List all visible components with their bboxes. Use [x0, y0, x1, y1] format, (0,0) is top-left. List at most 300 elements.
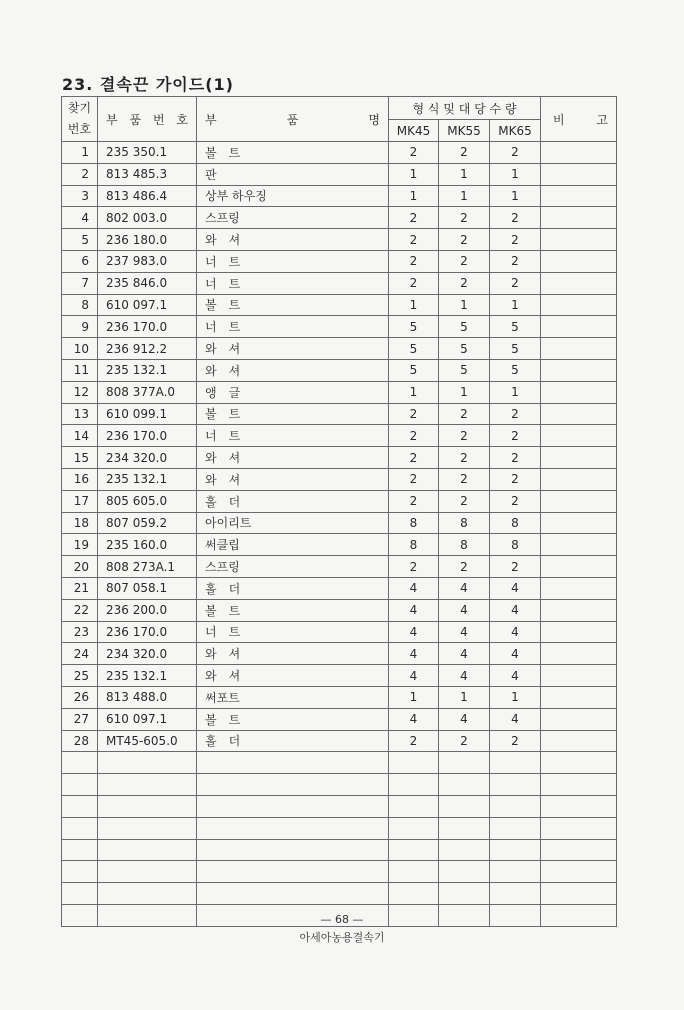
cell-index: 25: [62, 665, 98, 687]
cell-remark: [541, 643, 617, 665]
header-model-mk55: MK55: [439, 120, 490, 142]
cell-qty-mk65: 2: [490, 425, 541, 447]
cell-index: 20: [62, 556, 98, 578]
cell-remark: [541, 817, 617, 839]
cell-remark: [541, 316, 617, 338]
cell-index: 14: [62, 425, 98, 447]
table-row: [62, 163, 617, 185]
cell-part-name: 너 트: [197, 316, 389, 338]
footer-note: 아세아농용결속기: [299, 931, 385, 944]
cell-qty-mk55: 4: [439, 621, 490, 643]
cell-qty-mk65: 2: [490, 142, 541, 164]
cell-remark: [541, 534, 617, 556]
cell-index: 8: [62, 294, 98, 316]
cell-qty-mk65: 8: [490, 512, 541, 534]
cell-part-name: 스프링: [197, 207, 389, 229]
cell-part-number: 807 058.1: [98, 577, 197, 599]
cell-index: [62, 861, 98, 883]
table-row: [62, 425, 617, 447]
cell-qty-mk65: 1: [490, 163, 541, 185]
cell-part-name: 홀 더: [197, 730, 389, 752]
cell-qty-mk55: 1: [439, 294, 490, 316]
cell-index: 3: [62, 185, 98, 207]
cell-qty-mk45: [389, 861, 439, 883]
cell-index: 21: [62, 577, 98, 599]
cell-qty-mk55: 2: [439, 556, 490, 578]
cell-part-number: 610 097.1: [98, 708, 197, 730]
cell-part-number: 236 170.0: [98, 316, 197, 338]
cell-part-name: 홀 더: [197, 490, 389, 512]
header-model-mk45: MK45: [389, 120, 439, 142]
cell-qty-mk65: 2: [490, 447, 541, 469]
cell-part-name: 와 셔: [197, 447, 389, 469]
cell-qty-mk55: [439, 817, 490, 839]
cell-qty-mk55: 2: [439, 490, 490, 512]
table-row: [62, 577, 617, 599]
table-row: [62, 621, 617, 643]
cell-part-name: 와 셔: [197, 643, 389, 665]
cell-qty-mk45: 4: [389, 621, 439, 643]
cell-qty-mk65: 2: [490, 490, 541, 512]
cell-qty-mk65: [490, 883, 541, 905]
table-row: [62, 250, 617, 272]
cell-remark: [541, 207, 617, 229]
cell-part-name: 볼 트: [197, 142, 389, 164]
cell-part-name: 너 트: [197, 272, 389, 294]
parts-table: [61, 96, 617, 927]
cell-part-number: 236 180.0: [98, 229, 197, 251]
cell-qty-mk55: 1: [439, 163, 490, 185]
cell-index: 11: [62, 359, 98, 381]
cell-part-number: 236 912.2: [98, 338, 197, 360]
cell-qty-mk45: 2: [389, 447, 439, 469]
cell-qty-mk65: 2: [490, 468, 541, 490]
cell-part-name: 써클립: [197, 534, 389, 556]
cell-index: 10: [62, 338, 98, 360]
cell-part-number: 807 059.2: [98, 512, 197, 534]
header-part-name-char: 부: [205, 112, 217, 127]
cell-qty-mk55: 8: [439, 512, 490, 534]
header-part-no-char: 부: [106, 112, 118, 127]
cell-qty-mk45: [389, 817, 439, 839]
cell-index: [62, 774, 98, 796]
cell-remark: [541, 621, 617, 643]
cell-qty-mk45: 4: [389, 708, 439, 730]
cell-index: 22: [62, 599, 98, 621]
cell-qty-mk55: 2: [439, 468, 490, 490]
cell-remark: [541, 272, 617, 294]
cell-part-number: 808 377A.0: [98, 381, 197, 403]
cell-qty-mk65: 4: [490, 599, 541, 621]
cell-part-number: [98, 774, 197, 796]
cell-qty-mk55: 2: [439, 730, 490, 752]
cell-qty-mk45: [389, 839, 439, 861]
cell-part-name: 너 트: [197, 621, 389, 643]
table-row: [62, 316, 617, 338]
cell-remark: [541, 512, 617, 534]
cell-index: 6: [62, 250, 98, 272]
cell-index: 16: [62, 468, 98, 490]
header-part-no-char: 호: [176, 112, 188, 127]
cell-qty-mk65: 2: [490, 556, 541, 578]
cell-remark: [541, 665, 617, 687]
table-row: [62, 490, 617, 512]
cell-qty-mk55: 2: [439, 229, 490, 251]
cell-qty-mk55: 5: [439, 359, 490, 381]
table-row: [62, 665, 617, 687]
cell-part-number: 236 170.0: [98, 621, 197, 643]
cell-part-name: 볼 트: [197, 708, 389, 730]
cell-part-name: 와 셔: [197, 229, 389, 251]
cell-index: 17: [62, 490, 98, 512]
cell-qty-mk55: 2: [439, 272, 490, 294]
cell-qty-mk45: 4: [389, 577, 439, 599]
cell-qty-mk55: [439, 795, 490, 817]
header-part-no-char: 품: [129, 112, 142, 127]
cell-qty-mk55: 2: [439, 207, 490, 229]
cell-part-name: 와 셔: [197, 468, 389, 490]
cell-index: 18: [62, 512, 98, 534]
cell-qty-mk65: 2: [490, 272, 541, 294]
cell-qty-mk55: 4: [439, 665, 490, 687]
table-row: [62, 185, 617, 207]
cell-index: 27: [62, 708, 98, 730]
cell-remark: [541, 861, 617, 883]
cell-qty-mk65: [490, 861, 541, 883]
cell-part-number: 805 605.0: [98, 490, 197, 512]
cell-qty-mk65: 1: [490, 294, 541, 316]
cell-part-name: 볼 트: [197, 599, 389, 621]
cell-part-name: [197, 774, 389, 796]
cell-part-name: 와 셔: [197, 665, 389, 687]
cell-remark: [541, 774, 617, 796]
header-part-name-char: 품: [286, 112, 299, 127]
cell-qty-mk55: 2: [439, 142, 490, 164]
header-model-mk65: MK65: [490, 120, 541, 142]
cell-index: 9: [62, 316, 98, 338]
cell-qty-mk45: 2: [389, 468, 439, 490]
cell-qty-mk55: 4: [439, 599, 490, 621]
cell-qty-mk45: [389, 774, 439, 796]
cell-qty-mk45: 2: [389, 250, 439, 272]
cell-index: [62, 883, 98, 905]
cell-part-name: 앵 글: [197, 381, 389, 403]
header-part-no: [98, 97, 197, 142]
table-row: [62, 338, 617, 360]
cell-part-name: [197, 883, 389, 905]
cell-qty-mk55: [439, 752, 490, 774]
cell-qty-mk55: [439, 774, 490, 796]
cell-index: 26: [62, 686, 98, 708]
cell-remark: [541, 338, 617, 360]
header-index-line2: 번호: [67, 122, 92, 136]
table-row: [62, 643, 617, 665]
cell-qty-mk45: 2: [389, 425, 439, 447]
cell-qty-mk65: 2: [490, 403, 541, 425]
table-row: [62, 207, 617, 229]
cell-qty-mk45: 2: [389, 403, 439, 425]
cell-index: 19: [62, 534, 98, 556]
cell-part-number: [98, 839, 197, 861]
cell-index: 15: [62, 447, 98, 469]
table-row: [62, 534, 617, 556]
cell-qty-mk65: 2: [490, 730, 541, 752]
cell-remark: [541, 599, 617, 621]
cell-part-number: 234 320.0: [98, 643, 197, 665]
table-row: [62, 229, 617, 251]
cell-remark: [541, 577, 617, 599]
cell-qty-mk65: 2: [490, 207, 541, 229]
table-row: [62, 883, 617, 905]
cell-index: 7: [62, 272, 98, 294]
cell-qty-mk45: 2: [389, 229, 439, 251]
cell-qty-mk45: 8: [389, 512, 439, 534]
cell-index: 2: [62, 163, 98, 185]
table-row: [62, 403, 617, 425]
table-row: [62, 795, 617, 817]
cell-part-name: [197, 839, 389, 861]
cell-qty-mk55: 2: [439, 250, 490, 272]
header-index: [62, 97, 98, 142]
cell-part-name: [197, 817, 389, 839]
header-index-line1: 찾기: [67, 101, 92, 115]
cell-part-number: 808 273A.1: [98, 556, 197, 578]
cell-qty-mk55: 1: [439, 686, 490, 708]
cell-remark: [541, 752, 617, 774]
cell-part-number: 235 132.1: [98, 468, 197, 490]
cell-remark: [541, 403, 617, 425]
cell-qty-mk65: [490, 817, 541, 839]
cell-index: [62, 795, 98, 817]
cell-qty-mk55: 5: [439, 316, 490, 338]
cell-index: 1: [62, 142, 98, 164]
cell-part-number: 235 132.1: [98, 359, 197, 381]
cell-part-name: 볼 트: [197, 403, 389, 425]
table-row: [62, 752, 617, 774]
cell-qty-mk45: 2: [389, 142, 439, 164]
cell-part-name: 스프링: [197, 556, 389, 578]
cell-part-name: 써포트: [197, 686, 389, 708]
cell-index: 28: [62, 730, 98, 752]
header-remark-char: 비: [553, 112, 565, 127]
cell-qty-mk55: [439, 839, 490, 861]
cell-qty-mk45: 4: [389, 599, 439, 621]
cell-index: 5: [62, 229, 98, 251]
cell-qty-mk45: 4: [389, 643, 439, 665]
cell-part-name: 홀 더: [197, 577, 389, 599]
cell-remark: [541, 142, 617, 164]
cell-remark: [541, 468, 617, 490]
cell-part-number: 235 132.1: [98, 665, 197, 687]
cell-remark: [541, 229, 617, 251]
cell-qty-mk45: 5: [389, 338, 439, 360]
cell-qty-mk45: 1: [389, 686, 439, 708]
table-row: [62, 556, 617, 578]
cell-part-name: 아이리트: [197, 512, 389, 534]
cell-remark: [541, 250, 617, 272]
cell-part-number: 813 486.4: [98, 185, 197, 207]
page-number: — 68 —: [320, 913, 364, 926]
header-qty-group: 형 식 및 대 당 수 량: [389, 97, 541, 120]
cell-part-number: MT45-605.0: [98, 730, 197, 752]
cell-part-number: 610 099.1: [98, 403, 197, 425]
cell-qty-mk45: 4: [389, 665, 439, 687]
cell-index: 24: [62, 643, 98, 665]
cell-index: 23: [62, 621, 98, 643]
cell-remark: [541, 185, 617, 207]
table-row: [62, 142, 617, 164]
cell-part-number: [98, 883, 197, 905]
cell-qty-mk55: [439, 883, 490, 905]
cell-qty-mk65: 1: [490, 686, 541, 708]
header-remark: [541, 97, 617, 142]
cell-qty-mk45: 2: [389, 730, 439, 752]
cell-qty-mk55: 4: [439, 577, 490, 599]
cell-qty-mk45: 2: [389, 207, 439, 229]
cell-qty-mk45: [389, 795, 439, 817]
cell-part-name: 너 트: [197, 425, 389, 447]
cell-qty-mk65: 8: [490, 534, 541, 556]
cell-qty-mk55: 2: [439, 447, 490, 469]
cell-qty-mk55: 4: [439, 708, 490, 730]
cell-qty-mk55: [439, 861, 490, 883]
table-row: [62, 468, 617, 490]
cell-part-number: [98, 817, 197, 839]
cell-part-number: [98, 861, 197, 883]
cell-qty-mk45: [389, 883, 439, 905]
cell-part-name: 와 셔: [197, 359, 389, 381]
cell-qty-mk65: [490, 795, 541, 817]
cell-qty-mk45: 5: [389, 316, 439, 338]
cell-part-name: 와 셔: [197, 338, 389, 360]
table-row: [62, 708, 617, 730]
cell-qty-mk55: 4: [439, 643, 490, 665]
cell-qty-mk65: 4: [490, 708, 541, 730]
cell-qty-mk55: 2: [439, 425, 490, 447]
cell-remark: [541, 730, 617, 752]
cell-qty-mk65: 1: [490, 185, 541, 207]
cell-part-number: 234 320.0: [98, 447, 197, 469]
cell-qty-mk65: [490, 839, 541, 861]
cell-part-number: 235 160.0: [98, 534, 197, 556]
cell-qty-mk65: 1: [490, 381, 541, 403]
table-row: [62, 272, 617, 294]
cell-qty-mk65: 5: [490, 316, 541, 338]
cell-qty-mk45: [389, 752, 439, 774]
cell-remark: [541, 447, 617, 469]
cell-qty-mk55: 1: [439, 381, 490, 403]
cell-part-number: [98, 795, 197, 817]
table-row: [62, 359, 617, 381]
cell-qty-mk45: 1: [389, 163, 439, 185]
cell-remark: [541, 883, 617, 905]
parts-table-body: [62, 142, 617, 927]
cell-qty-mk55: 2: [439, 403, 490, 425]
table-row: [62, 730, 617, 752]
cell-part-number: 813 485.3: [98, 163, 197, 185]
cell-qty-mk45: 2: [389, 556, 439, 578]
table-row: [62, 774, 617, 796]
cell-remark: [541, 686, 617, 708]
cell-part-name: [197, 795, 389, 817]
cell-remark: [541, 294, 617, 316]
cell-qty-mk45: 1: [389, 294, 439, 316]
cell-part-name: 상부 하우징: [197, 185, 389, 207]
cell-remark: [541, 490, 617, 512]
table-row: [62, 381, 617, 403]
cell-remark: [541, 556, 617, 578]
cell-qty-mk65: 4: [490, 621, 541, 643]
cell-qty-mk55: 5: [439, 338, 490, 360]
cell-remark: [541, 425, 617, 447]
table-row: [62, 817, 617, 839]
cell-qty-mk65: 4: [490, 643, 541, 665]
cell-index: [62, 752, 98, 774]
cell-part-number: 236 200.0: [98, 599, 197, 621]
header-part-name: [197, 97, 389, 142]
cell-part-number: 236 170.0: [98, 425, 197, 447]
header-remark-char: 고: [596, 112, 608, 127]
cell-qty-mk45: 5: [389, 359, 439, 381]
cell-part-number: 610 097.1: [98, 294, 197, 316]
header-part-no-char: 번: [152, 112, 165, 127]
cell-part-number: 237 983.0: [98, 250, 197, 272]
cell-index: 13: [62, 403, 98, 425]
cell-qty-mk65: [490, 774, 541, 796]
cell-part-name: [197, 861, 389, 883]
table-row: [62, 861, 617, 883]
cell-index: 12: [62, 381, 98, 403]
cell-part-number: 235 350.1: [98, 142, 197, 164]
cell-remark: [541, 795, 617, 817]
cell-part-number: [98, 752, 197, 774]
cell-qty-mk65: 5: [490, 338, 541, 360]
page-title: 23. 결속끈 가이드(1): [62, 75, 234, 94]
cell-qty-mk65: 4: [490, 577, 541, 599]
cell-remark: [541, 359, 617, 381]
table-row: [62, 512, 617, 534]
cell-part-number: 813 488.0: [98, 686, 197, 708]
cell-qty-mk65: 4: [490, 665, 541, 687]
cell-part-number: 802 003.0: [98, 207, 197, 229]
cell-qty-mk45: 8: [389, 534, 439, 556]
table-row: [62, 839, 617, 861]
cell-remark: [541, 163, 617, 185]
table-row: [62, 447, 617, 469]
cell-qty-mk55: 8: [439, 534, 490, 556]
cell-qty-mk65: [490, 752, 541, 774]
cell-part-number: 235 846.0: [98, 272, 197, 294]
cell-qty-mk45: 1: [389, 185, 439, 207]
cell-index: 4: [62, 207, 98, 229]
cell-qty-mk65: 2: [490, 229, 541, 251]
cell-qty-mk45: 2: [389, 272, 439, 294]
table-row: [62, 686, 617, 708]
cell-qty-mk55: 1: [439, 185, 490, 207]
cell-qty-mk65: 5: [490, 359, 541, 381]
table-row: [62, 294, 617, 316]
cell-index: [62, 817, 98, 839]
header-part-name-char: 명: [368, 112, 380, 127]
cell-part-name: 판: [197, 163, 389, 185]
cell-part-name: 너 트: [197, 250, 389, 272]
cell-remark: [541, 839, 617, 861]
cell-part-name: [197, 752, 389, 774]
cell-qty-mk65: 2: [490, 250, 541, 272]
cell-part-name: 볼 트: [197, 294, 389, 316]
cell-qty-mk45: 1: [389, 381, 439, 403]
cell-index: [62, 839, 98, 861]
